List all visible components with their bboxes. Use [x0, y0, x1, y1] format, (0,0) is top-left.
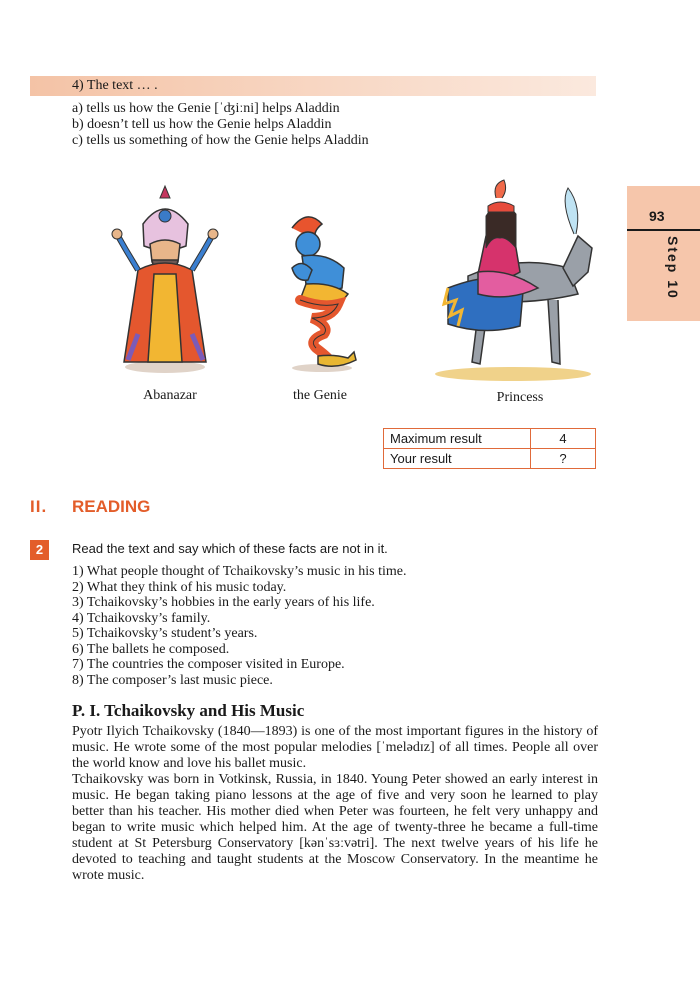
reading-paragraph-1: Pyotr Ilyich Tchaikovsky (1840—1893) is one of the most important figures in the history of music. He wrote some of the most popular melodies [ˈmelədɪz] of all times. People all over the world know and love his ballet music.	[72, 724, 598, 771]
reading-paragraph-2: Tchaikovsky was born in Votkinsk, Russia, in 1840. Young Peter showed an early interest in music. He began taking piano lessons at the age of five and very soon he learned to play better than his teacher. His mother died when Peter was fourteen, he felt very unhappy and began to write music which helped him. At the age of twenty-three he became a full-time student at St Petersburg Conservatory [kənˈsɜːvətri]. The next twelve years of his life he devoted to teaching and taught students at the Moscow Conservatory. In the meantime he wrote music.	[72, 772, 598, 883]
facts-list	[72, 564, 406, 688]
reading-title: P. I. Tchaikovsky and His Music	[72, 701, 305, 720]
section-title: READING	[72, 497, 151, 516]
caption-abanazar: Abanazar	[143, 388, 197, 403]
exercise-number-badge: 2	[30, 540, 49, 560]
option-a: a) tells us how the Genie [ˈʤiːni] helps Aladdin	[72, 101, 340, 116]
step-label: Step 10	[665, 236, 681, 300]
your-result-label: Your result	[384, 449, 531, 469]
table-row	[384, 429, 596, 449]
princess-illustration	[428, 176, 598, 382]
list-item: 2) What they think of his music today.	[72, 579, 287, 595]
result-table	[383, 428, 596, 469]
max-result-value: 4	[531, 429, 596, 449]
caption-princess: Princess	[496, 390, 544, 405]
task-4-stem: 4) The text … .	[72, 78, 158, 93]
option-c: c) tells us something of how the Genie helps Aladdin	[72, 133, 369, 148]
list-item: 6) The ballets he composed.	[72, 641, 230, 657]
list-item: 8) The composer’s last music piece.	[72, 672, 273, 688]
option-b: b) doesn’t tell us how the Genie helps Aladdin	[72, 117, 332, 132]
caption-genie: the Genie	[292, 388, 348, 403]
reading-body	[72, 724, 598, 884]
exercise-instruction: Read the text and say which of these facts are not in it.	[72, 541, 388, 556]
task-4-header	[30, 76, 596, 96]
list-item: 4) Tchaikovsky’s family.	[72, 610, 211, 626]
list-item: 5) Tchaikovsky’s student’s years.	[72, 626, 258, 641]
task-4-options	[72, 101, 369, 149]
list-item: 1) What people thought of Tchaikovsky’s music in his time.	[72, 564, 407, 579]
max-result-label: Maximum result	[384, 429, 531, 449]
your-result-value: ?	[531, 449, 596, 469]
page-side-tab	[627, 186, 700, 321]
tab-rule	[627, 229, 700, 231]
table-row	[384, 449, 596, 469]
abanazar-illustration	[108, 184, 223, 376]
genie-illustration	[272, 208, 367, 374]
page-number: 93	[649, 208, 665, 224]
list-item: 7) The countries the composer visited in Europe.	[72, 657, 345, 672]
list-item: 3) Tchaikovsky’s hobbies in the early years of his life.	[72, 595, 375, 610]
section-number: II.	[30, 497, 48, 516]
